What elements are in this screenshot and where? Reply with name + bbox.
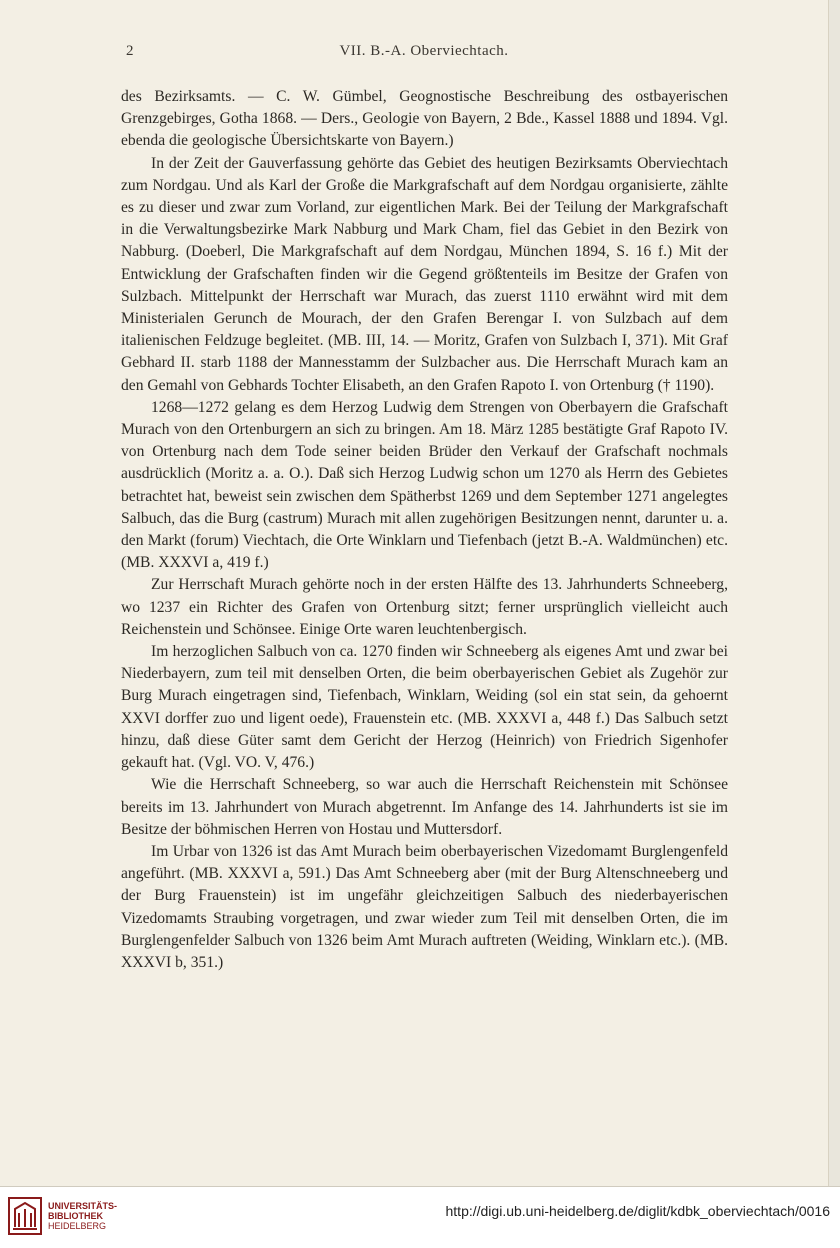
body-text (121, 86, 728, 974)
running-title: VII. B.-A. Oberviechtach. (339, 43, 509, 59)
paragraph-5: Im herzoglichen Salbuch von ca. 1270 finden wir Schneeberg als eigenes Amt und zwar bei Niederbayern, zum teil mit denselben Orten, die beim oberbayerischen Gebiet als Zugehör zur Burg Murach eingetragen sind, Tiefenbach, Winklarn, Weiding (sol ein stat sein, da gehoernt XXVI dorffer zuo und ligent oede), Frauenstein etc. (MB. XXXVI a, 448 f.) Das Salbuch setzt hinzu, daß diese Güter samt dem Gericht der Herzog (Heinrich) von Friedrich Sigenhofer gekauft hat. (Vgl. VO. V, 476.) (121, 643, 728, 772)
paragraph-2: In der Zeit der Gauverfassung gehörte das Gebiet des heutigen Bezirksamts Oberviechtach zum Nordgau. Und als Karl der Große die Markgrafschaft auf dem Nordgau organisierte, zählte es zu dieser und zwar zum Vorland, zur eigentlichen Mark. Bei der Teilung der Markgrafschaft in die Verwaltungsbezirke Mark Nabburg und Mark Cham, fiel das Gebiet in den Bezirk von Nabburg. (Doeberl, Die Markgrafschaft auf dem Nordgau, München 1894, S. 16 f.) Mit der Entwicklung der Grafschaften finden wir die Gegend größtenteils im Besitze der Grafen von Sulzbach. Mittelpunkt der Herrschaft war Murach, das zuerst 1110 erwähnt wird mit dem Ministerialen Gerunch de Mourach, der den Grafen Berengar I. von Sulzbach auf dem italienischen Feldzuge begleitet. (MB. III, 14. — Moritz, Grafen von Sulzbach I, 371). Mit Graf Gebhard II. starb 1188 der Mannesstamm der Sulzbacher aus. Die Herrschaft Murach kam an den Gemahl von Gebhards Tochter Elisabeth, an den Grafen Rapoto I. von Ortenburg († 1190). (121, 154, 728, 394)
paragraph-7: Im Urbar von 1326 ist das Amt Murach beim oberbayerischen Vizedomamt Burglengenfeld angeführt. (MB. XXXVI a, 591.) Das Amt Schneeberg aber (mit der Burg Altenschneeberg und der Burg Frauenstein) ist im ungefähr gleichzeitigen Salbuch des niederbayerischen Vizedomamts Straubing vorgetragen, und zwar wieder zum Teil mit denselben Orten, die im Burglengenfelder Salbuch von 1326 beim Amt Murach auftreten (Weiding, Winklarn etc.). (MB. XXXVI b, 351.) (121, 842, 728, 971)
paragraph-6: Wie die Herrschaft Schneeberg, so war auch die Herrschaft Reichenstein mit Schönsee bereits im 13. Jahrhundert von Murach abgetrennt. Im Anfange des 14. Jahrhunderts ist sie im Besitze der böhmischen Herren von Hostau und Muttersdorf. (121, 776, 728, 838)
university-library-logo-icon[interactable] (8, 1197, 42, 1235)
permalink-url[interactable]: http://digi.ub.uni-heidelberg.de/diglit/kdbk_oberviechtach/0016 (445, 1203, 830, 1219)
paragraph-1: des Bezirksamts. — C. W. Gümbel, Geognostische Beschreibung des ostbayerischen Grenzgebirges, Gotha 1868. — Ders., Geologie von Bayern, 2 Bde., Kassel 1888 und 1894. Vgl. ebenda die geologische Übersichtskarte von Bayern.) (121, 88, 728, 150)
paragraph-4: Zur Herrschaft Murach gehörte noch in der ersten Hälfte des 13. Jahrhunderts Schneeberg, wo 1237 ein Richter des Grafen von Ortenburg sitzt; ferner ursprünglich vielleicht auch Reichenstein und Schönsee. Einige Orte waren leuchtenbergisch. (121, 576, 728, 638)
paragraph-3: 1268—1272 gelang es dem Herzog Ludwig dem Strengen von Oberbayern die Grafschaft Murach von den Ortenburgern an sich zu bringen. Am 18. März 1285 bestätigte Graf Rapoto IV. von Ortenburg nach dem Tode seiner beiden Brüder den Verkauf der Grafschaft nochmals ausdrücklich (Moritz a. a. O.). Daß sich Herzog Ludwig schon um 1270 als Herrn des Gebietes betrachtet hat, beweist sein zwischen dem Spätherbst 1269 und dem September 1271 angelegtes Salbuch, das die Burg (castrum) Murach mit allen zugehörigen Besitzungen nennt, darunter u. a. den Markt (forum) Viechtach, die Orte Winklarn und Tiefenbach (jetzt B.-A. Waldmünchen) etc. (MB. XXXVI a, 419 f.) (121, 398, 728, 572)
library-name (48, 1201, 117, 1231)
library-name-line-3: HEIDELBERG (48, 1221, 107, 1231)
viewer-footer (0, 1186, 840, 1248)
library-name-line-2: BIBLIOTHEK (48, 1211, 103, 1221)
page-number: 2 (126, 43, 134, 59)
library-name-line-1: UNIVERSITÄTS- (48, 1201, 118, 1211)
